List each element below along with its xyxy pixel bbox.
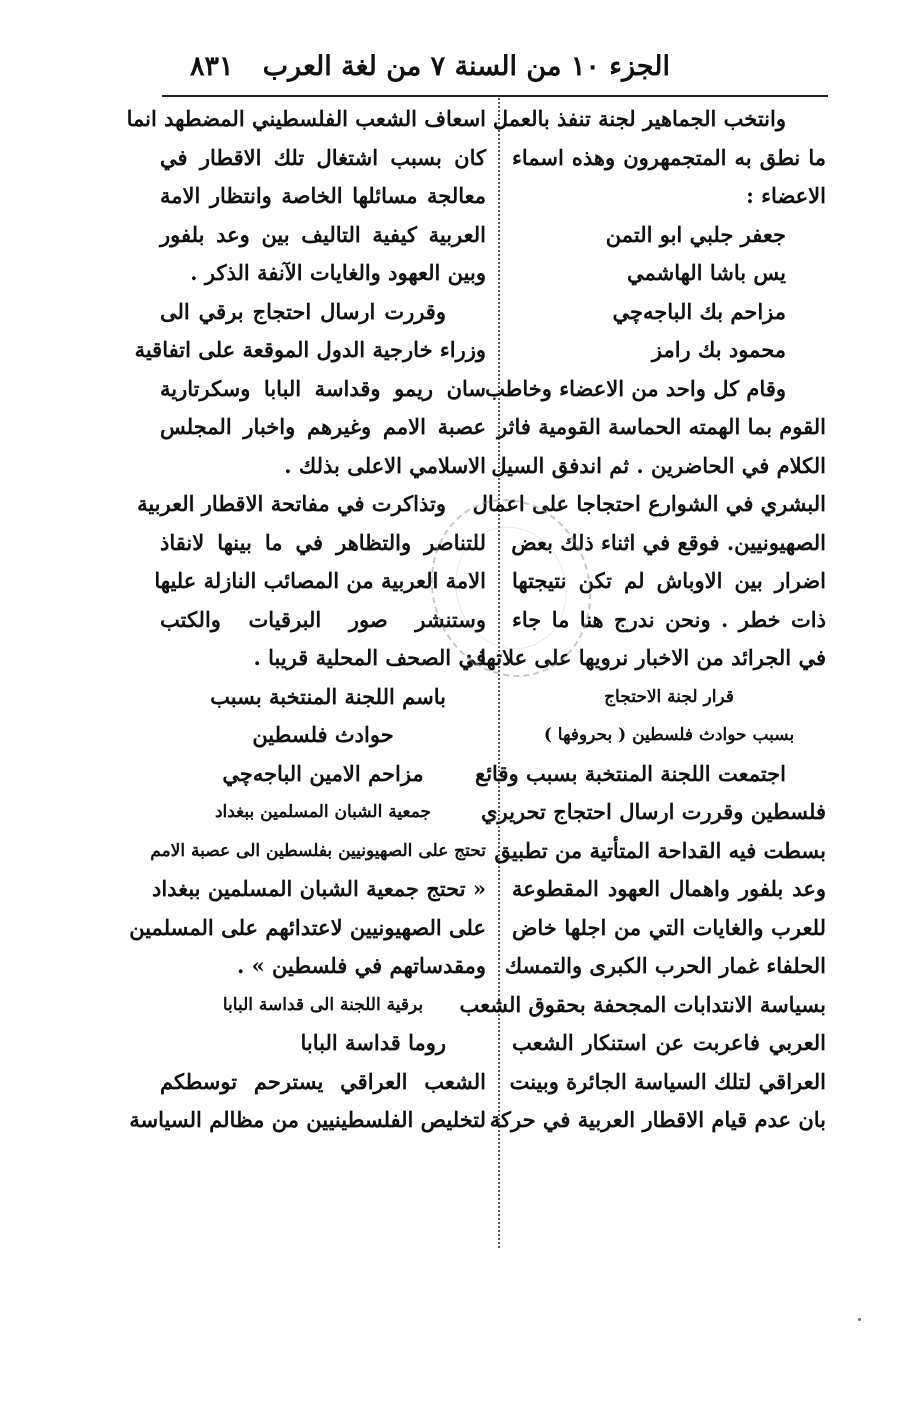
right-column-line: للعرب والغايات التي من اجلها خاض xyxy=(512,914,826,940)
right-column-line: جعفر جلبي ابو التمن xyxy=(605,221,786,247)
right-column-line: ما نطق به المتجمهرون وهذه اسماء xyxy=(512,144,826,170)
left-column-line: وستنشر صور البرقيات والكتب xyxy=(160,606,486,632)
left-column-line: وبين العهود والغايات الآنفة الذكر . xyxy=(190,260,486,285)
left-column-line: مزاحم الامين الباجه‌چي xyxy=(222,760,424,786)
left-column-line: للتناصر والتظاهر في ما بينها لانقاذ xyxy=(160,529,486,555)
right-column-line: العراقي لتلك السياسة الجائرة وبينت xyxy=(509,1068,826,1094)
right-column-line: القوم بما الهمته الحماسة القومية فاثر xyxy=(497,414,826,439)
right-column-line: بسطت فيه القداحة المتأتية من تطبيق xyxy=(494,837,826,863)
right-column-line: العربي فاعربت عن استنكار الشعب xyxy=(512,1030,826,1055)
left-column-line: جمعية الشبان المسلمين ببغداد xyxy=(214,802,432,822)
right-column-line: فلسطين وقررت ارسال احتجاج تحريري xyxy=(481,799,826,824)
right-column-line: الاعضاء : xyxy=(746,183,826,208)
left-column-line: وقررت ارسال احتجاج برقي الى xyxy=(160,298,446,324)
left-column-line: برقية اللجنة الى قداسة البابا xyxy=(222,994,424,1015)
right-column-line: اضرار بين الاوباش لم تكن نتيجتها xyxy=(512,568,826,593)
right-column-line: وقام كل واحد من الاعضاء وخاطب xyxy=(485,375,786,401)
left-column-line: حوادث فلسطين xyxy=(252,722,394,747)
right-column-line: بسبب حوادث فلسطين ( بحروفها ) xyxy=(543,725,795,745)
right-column-line: قرار لجنة الاحتجاج xyxy=(604,686,734,707)
right-column-line: يس باشا الهاشمي xyxy=(626,260,786,285)
right-column-line: محمود بك رامز xyxy=(651,337,786,362)
left-column-line: في الصحف المحلية قريبا . xyxy=(253,645,486,670)
right-column-line: الحلفاء غمار الحرب الكبرى والتمسك xyxy=(504,953,826,978)
left-column-line: الاسلامي الاعلى بذلك . xyxy=(284,452,486,478)
left-column-line: روما قداسة البابا xyxy=(300,1030,446,1055)
right-column-line: في الجرائد من الاخبار نرويها على علاتها : xyxy=(465,645,826,670)
right-column-line: مزاحم بك الباجه‌چي xyxy=(612,298,786,324)
left-column-line: سان ريمو وقداسة البابا وسكرتارية xyxy=(160,375,486,401)
left-column-line: تحتج على الصهيونيين بفلسطين الى عصبة الامم xyxy=(150,840,486,861)
left-column-line: « تحتج جمعية الشبان المسلمين ببغداد xyxy=(152,876,486,901)
left-column-line: وتذاكرت في مفاتحة الاقطار العربية xyxy=(137,491,446,516)
left-column xyxy=(126,100,486,1140)
left-column-line: لتخليص الفلسطينيين من مظالم السياسة xyxy=(129,1107,486,1132)
page-number: ٨٣١ xyxy=(190,50,234,82)
right-column-line: ذات خطر . ونحن ندرج هنا ما جاء xyxy=(512,606,826,632)
right-column-line: بسياسة الانتدابات المجحفة بحقوق الشعب xyxy=(459,991,826,1017)
left-column-line: اسعاف الشعب الفلسطيني المضطهد انما xyxy=(126,106,486,131)
right-column-line: الكلام في الحاضرين . ثم اندفق السيل xyxy=(491,452,826,478)
margin-mark xyxy=(858,1318,861,1321)
left-column-line: ومقدساتهم في فلسطين » . xyxy=(236,953,486,978)
right-column-line: الصهيونيين. فوقع في اثناء ذلك بعض xyxy=(511,529,826,555)
right-column-line: وعد بلفور واهمال العهود المقطوعة xyxy=(512,876,826,901)
right-column-line: اجتمعت اللجنة المنتخبة بسبب وقائع xyxy=(475,760,786,786)
left-column-line: باسم اللجنة المنتخبة بسبب xyxy=(210,683,446,709)
header-rule xyxy=(162,95,828,97)
left-column-line: معالجة مسائلها الخاصة وانتظار الامة xyxy=(160,183,486,208)
left-column-line: عصبة الامم وغيرهم واخبار المجلس xyxy=(160,414,486,439)
left-column-line: كان بسبب اشتغال تلك الاقطار في xyxy=(160,144,486,170)
left-column-line: الشعب العراقي يسترحم توسطكم xyxy=(160,1068,486,1094)
left-column-line: العربية كيفية التاليف بين وعد بلفور xyxy=(160,221,486,247)
running-title: الجزء ١٠ من السنة ٧ من لغة العرب xyxy=(262,50,670,82)
left-column-line: وزراء خارجية الدول الموقعة على اتفاقية xyxy=(134,337,486,362)
running-header xyxy=(190,42,670,90)
right-column-line: بان عدم قيام الاقطار العربية في حركة xyxy=(489,1107,826,1132)
right-column-line: وانتخب الجماهير لجنة تنفذ بالعمل xyxy=(492,106,786,131)
right-column-line: البشري في الشوارع احتجاجا على اعمال xyxy=(472,491,826,516)
left-column-line: الامة العربية من المصائب النازلة عليها xyxy=(154,568,486,593)
left-column-line: على الصهيونيين لاعتدائهم على المسلمين xyxy=(129,914,486,940)
